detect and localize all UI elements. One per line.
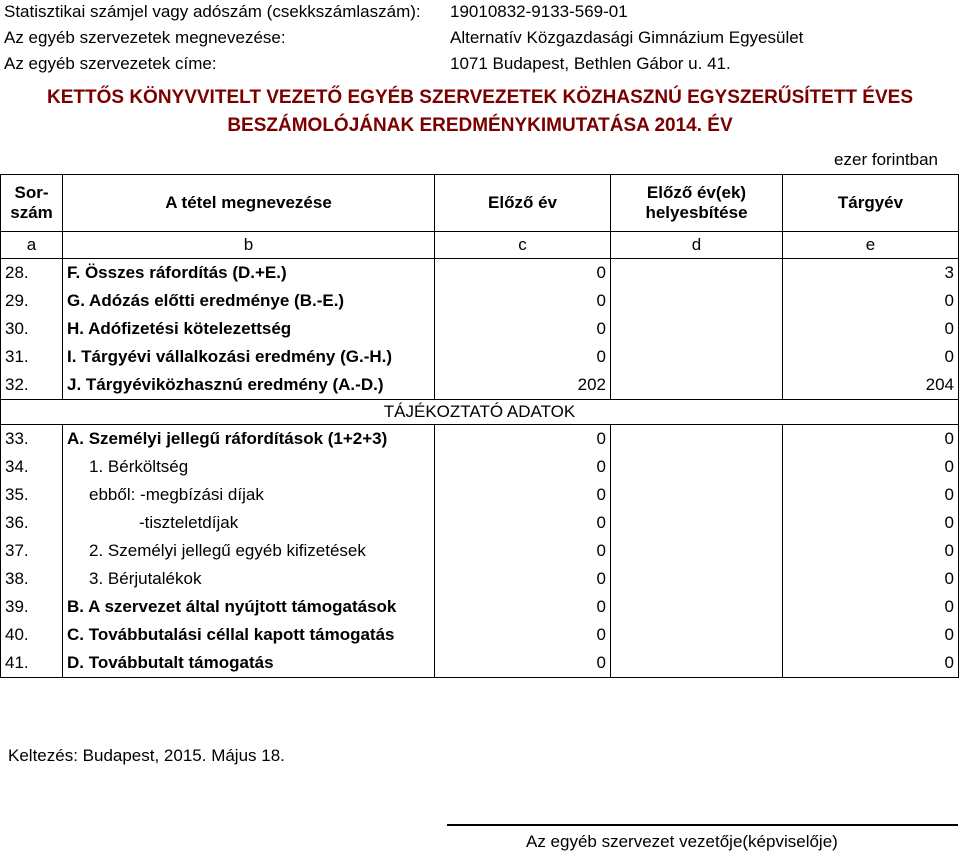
row-prev-value: 0 [435,425,611,454]
row-number: 32. [1,371,63,400]
signature-label: Az egyéb szervezet vezetője(képviselője) [526,832,838,851]
org-address-label: Az egyéb szervezetek címe: [4,54,217,73]
date-line: Keltezés: Budapest, 2015. Május 18. [8,746,285,765]
table-header-row [1,175,959,232]
row-current-value: 0 [783,509,959,537]
table-row [1,259,959,288]
row-number: 33. [1,425,63,454]
row-label: 3. Bérjutalékok [63,565,435,593]
row-correction-value [611,537,783,565]
col-letter: a [1,232,63,259]
table-row [1,537,959,565]
org-name-value: Alternatív Közgazdasági Gimnázium Egyesület [450,28,804,47]
row-prev-value: 0 [435,593,611,621]
row-prev-value: 0 [435,537,611,565]
row-correction-value [611,315,783,343]
row-label: J. Tárgyéviközhasznú eredmény (A.-D.) [63,371,435,400]
row-label: H. Adófizetési kötelezettség [63,315,435,343]
col-header-current: Tárgyév [783,175,959,232]
row-correction-value [611,453,783,481]
row-number: 39. [1,593,63,621]
table-row [1,425,959,454]
row-current-value: 0 [783,565,959,593]
row-prev-value: 0 [435,509,611,537]
column-letter-row [1,232,959,259]
row-current-value: 0 [783,425,959,454]
row-number: 37. [1,537,63,565]
tax-value: 19010832-9133-569-01 [450,2,628,21]
row-number: 36. [1,509,63,537]
row-label: I. Tárgyévi vállalkozási eredmény (G.-H.) [63,343,435,371]
row-correction-value [611,565,783,593]
col-letter: e [783,232,959,259]
row-number: 30. [1,315,63,343]
row-number: 31. [1,343,63,371]
row-label: G. Adózás előtti eredménye (B.-E.) [63,287,435,315]
table-row [1,287,959,315]
row-current-value: 0 [783,593,959,621]
table-row [1,315,959,343]
row-label: A. Személyi jellegű ráfordítások (1+2+3) [63,425,435,454]
row-current-value: 204 [783,371,959,400]
row-current-value: 0 [783,315,959,343]
section-header-row [1,400,959,425]
row-current-value: 0 [783,537,959,565]
col-letter: c [435,232,611,259]
report-title-line1: KETTŐS KÖNYVVITELT VEZETŐ EGYÉB SZERVEZETEK KÖZHASZNÚ EGYSZERŰSÍTETT ÉVES [46,87,913,108]
row-prev-value: 0 [435,259,611,288]
row-label: F. Összes ráfordítás (D.+E.) [63,259,435,288]
tax-label: Statisztikai számjel vagy adószám (csekkszámlaszám): [4,2,421,21]
table-row [1,593,959,621]
row-correction-value [611,649,783,678]
row-prev-value: 0 [435,481,611,509]
row-prev-value: 0 [435,453,611,481]
row-label: D. Továbbutalt támogatás [63,649,435,678]
report-title-line2: BESZÁMOLÓJÁNAK EREDMÉNYKIMUTATÁSA 2014. ÉV [227,115,733,136]
row-number: 40. [1,621,63,649]
row-correction-value [611,593,783,621]
row-correction-value [611,481,783,509]
row-label: B. A szervezet által nyújtott támogatások [63,593,435,621]
col-header-sorszam: Sor- szám [1,175,63,232]
row-current-value: 0 [783,343,959,371]
table-row [1,649,959,678]
table-row [1,343,959,371]
org-address-value: 1071 Budapest, Bethlen Gábor u. 41. [450,54,731,73]
row-prev-value: 202 [435,371,611,400]
row-correction-value [611,343,783,371]
row-prev-value: 0 [435,315,611,343]
row-correction-value [611,287,783,315]
row-current-value: 0 [783,453,959,481]
row-label: 2. Személyi jellegű egyéb kifizetések [63,537,435,565]
row-number: 38. [1,565,63,593]
signature-line [447,824,958,826]
row-current-value: 0 [783,481,959,509]
row-correction-value [611,371,783,400]
table-row [1,453,959,481]
row-label: -tiszteletdíjak [63,509,435,537]
row-number: 28. [1,259,63,288]
row-correction-value [611,259,783,288]
table-row [1,565,959,593]
row-number: 35. [1,481,63,509]
section-title: TÁJÉKOZTATÓ ADATOK [1,400,959,425]
col-header-prev: Előző év [435,175,611,232]
row-number: 29. [1,287,63,315]
row-correction-value [611,509,783,537]
row-current-value: 0 [783,649,959,678]
col-header-correction: Előző év(ek) helyesbítése [611,175,783,232]
col-letter: b [63,232,435,259]
row-current-value: 0 [783,621,959,649]
row-current-value: 0 [783,287,959,315]
row-number: 41. [1,649,63,678]
col-header-name: A tétel megnevezése [63,175,435,232]
row-label: ebből: -megbízási díjak [63,481,435,509]
table-row [1,481,959,509]
row-prev-value: 0 [435,621,611,649]
table-row [1,621,959,649]
row-label: 1. Bérköltség [63,453,435,481]
row-prev-value: 0 [435,565,611,593]
table-row [1,509,959,537]
row-prev-value: 0 [435,649,611,678]
row-correction-value [611,621,783,649]
unit-label: ezer forintban [834,150,938,169]
row-label: C. Továbbutalási céllal kapott támogatás [63,621,435,649]
row-prev-value: 0 [435,287,611,315]
col-letter: d [611,232,783,259]
row-correction-value [611,425,783,454]
org-name-label: Az egyéb szervezetek megnevezése: [4,28,286,47]
row-current-value: 3 [783,259,959,288]
row-number: 34. [1,453,63,481]
row-prev-value: 0 [435,343,611,371]
income-statement-table [0,174,959,678]
table-row [1,371,959,400]
